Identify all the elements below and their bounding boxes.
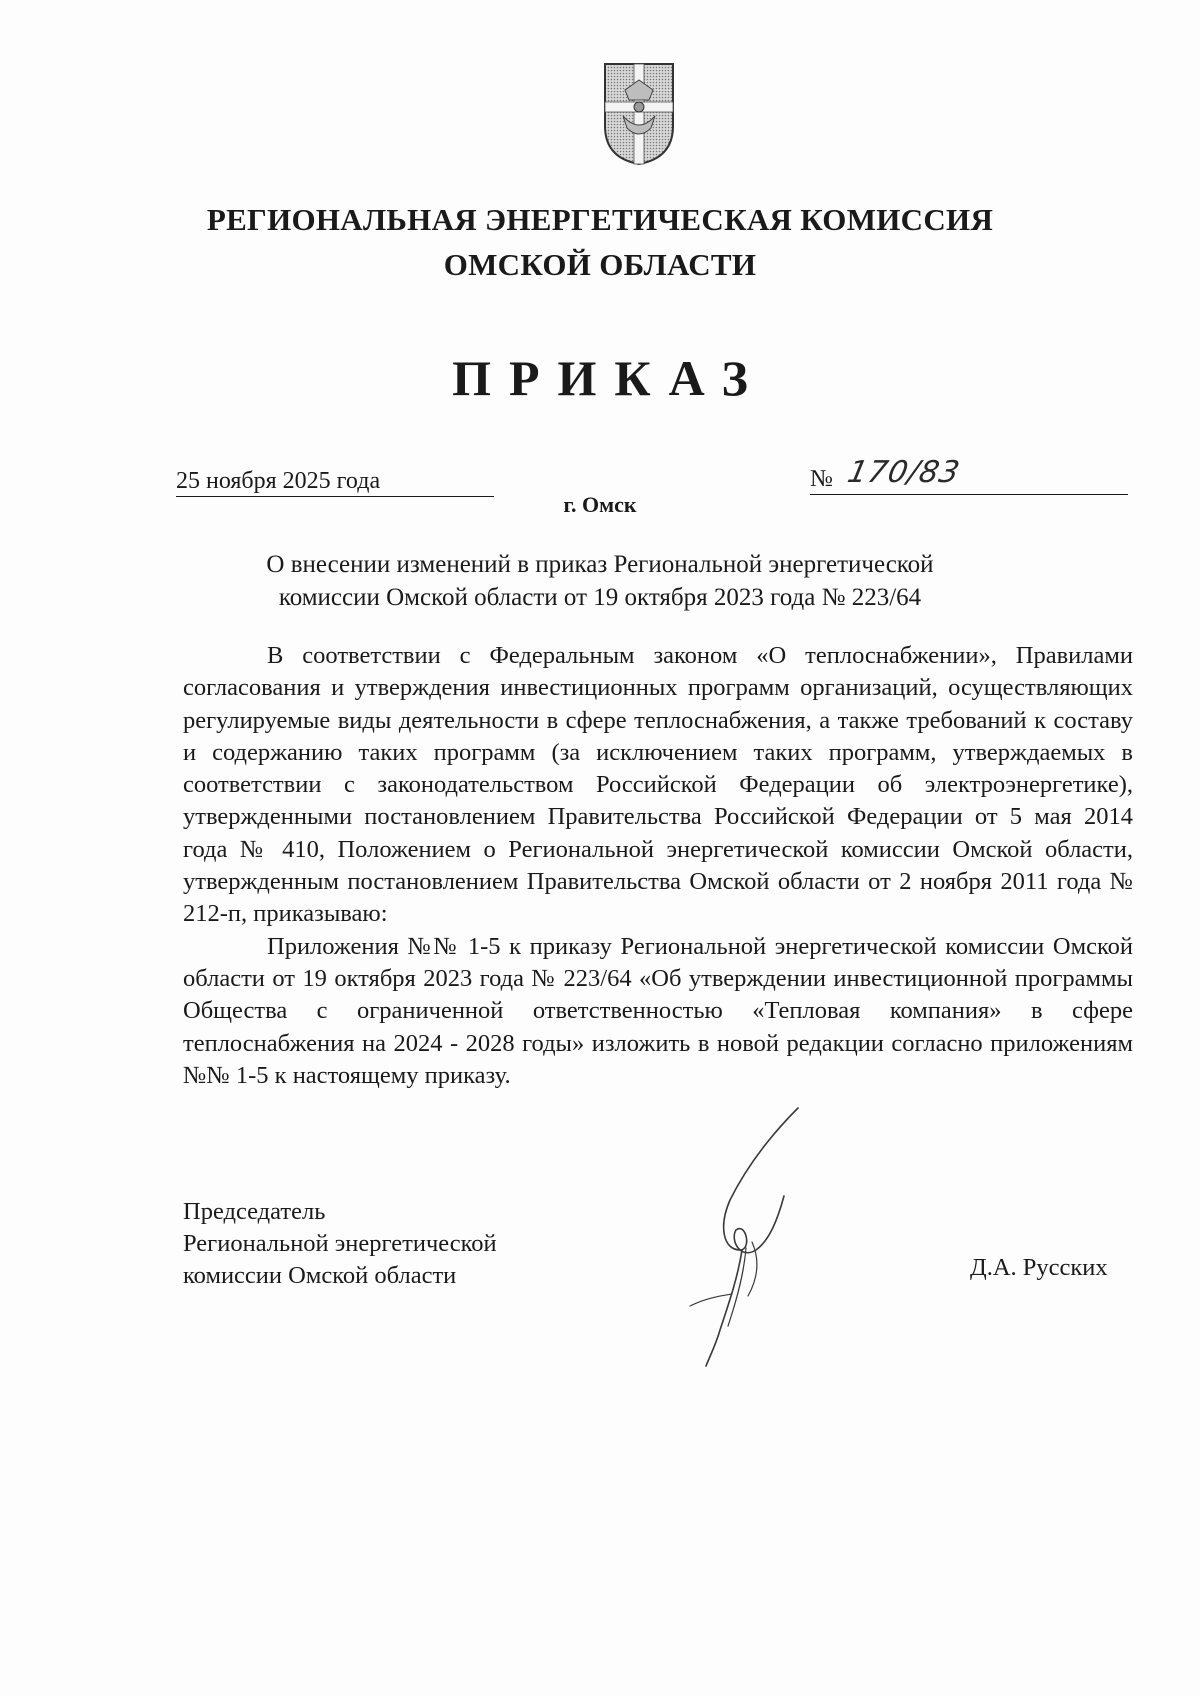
document-body [183,640,1133,1092]
document-date: 25 ноября 2025 года [176,466,494,497]
signer-position-line3: комиссии Омской области [183,1262,457,1289]
organization-name-line1: РЕГИОНАЛЬНАЯ ЭНЕРГЕТИЧЕСКАЯ КОМИССИЯ [206,202,994,237]
number-sign: № [810,466,833,492]
signer-name: Д.А. Русских [970,1254,1108,1281]
signer-position [183,1196,497,1292]
document-type-title: ПРИКАЗ [452,350,766,406]
signer-position-line2: Региональной энергетической [183,1230,497,1257]
organization-name-line2: ОМСКОЙ ОБЛАСТИ [443,247,757,282]
signer-position-line1: Председатель [183,1198,326,1225]
subject-line2: комиссии Омской области от 19 октября 2023 года № 223/64 [278,584,922,611]
document-number: 170/83 [844,455,964,490]
coat-of-arms-icon [601,60,677,168]
handwritten-signature-icon [680,1100,850,1370]
subject-line1: О внесении изменений в приказ Региональной энергетической [266,551,934,578]
body-paragraph-1: В соответствии с Федеральным законом «О теплоснабжении», Правилами согласования и утверждения инвестиционных программ организаций, осуществляющих регулируемые виды деятельности в сфере теплоснабжения, а также требований к составу и содержанию таких программ (за исключением таких программ, утверждаемых в соответствии с законодательством Российской Федерации об электроэнергетике), утвержденными постановлением Правительства Российской Федерации от 5 мая 2014 года № 410, Положением о Региональной энергетической комиссии Омской области, утвержденным постановлением Правительства Омской области от 2 ноября 2011 года № 212-п, приказываю: [183,642,1133,928]
body-paragraph-2: Приложения №№ 1-5 к приказу Региональной энергетической комиссии Омской области от 19 октября 2023 года № 223/64 «Об утверждении инвестиционной программы Общества с ограниченной ответственностью «Тепловая компания» в сфере теплоснабжения на 2024 - 2028 годы» изложить в новой редакции согласно приложениям №№ 1-5 к настоящему приказу. [183,932,1133,1089]
document-city: г. Омск [563,492,637,517]
document-subject [200,548,1000,614]
